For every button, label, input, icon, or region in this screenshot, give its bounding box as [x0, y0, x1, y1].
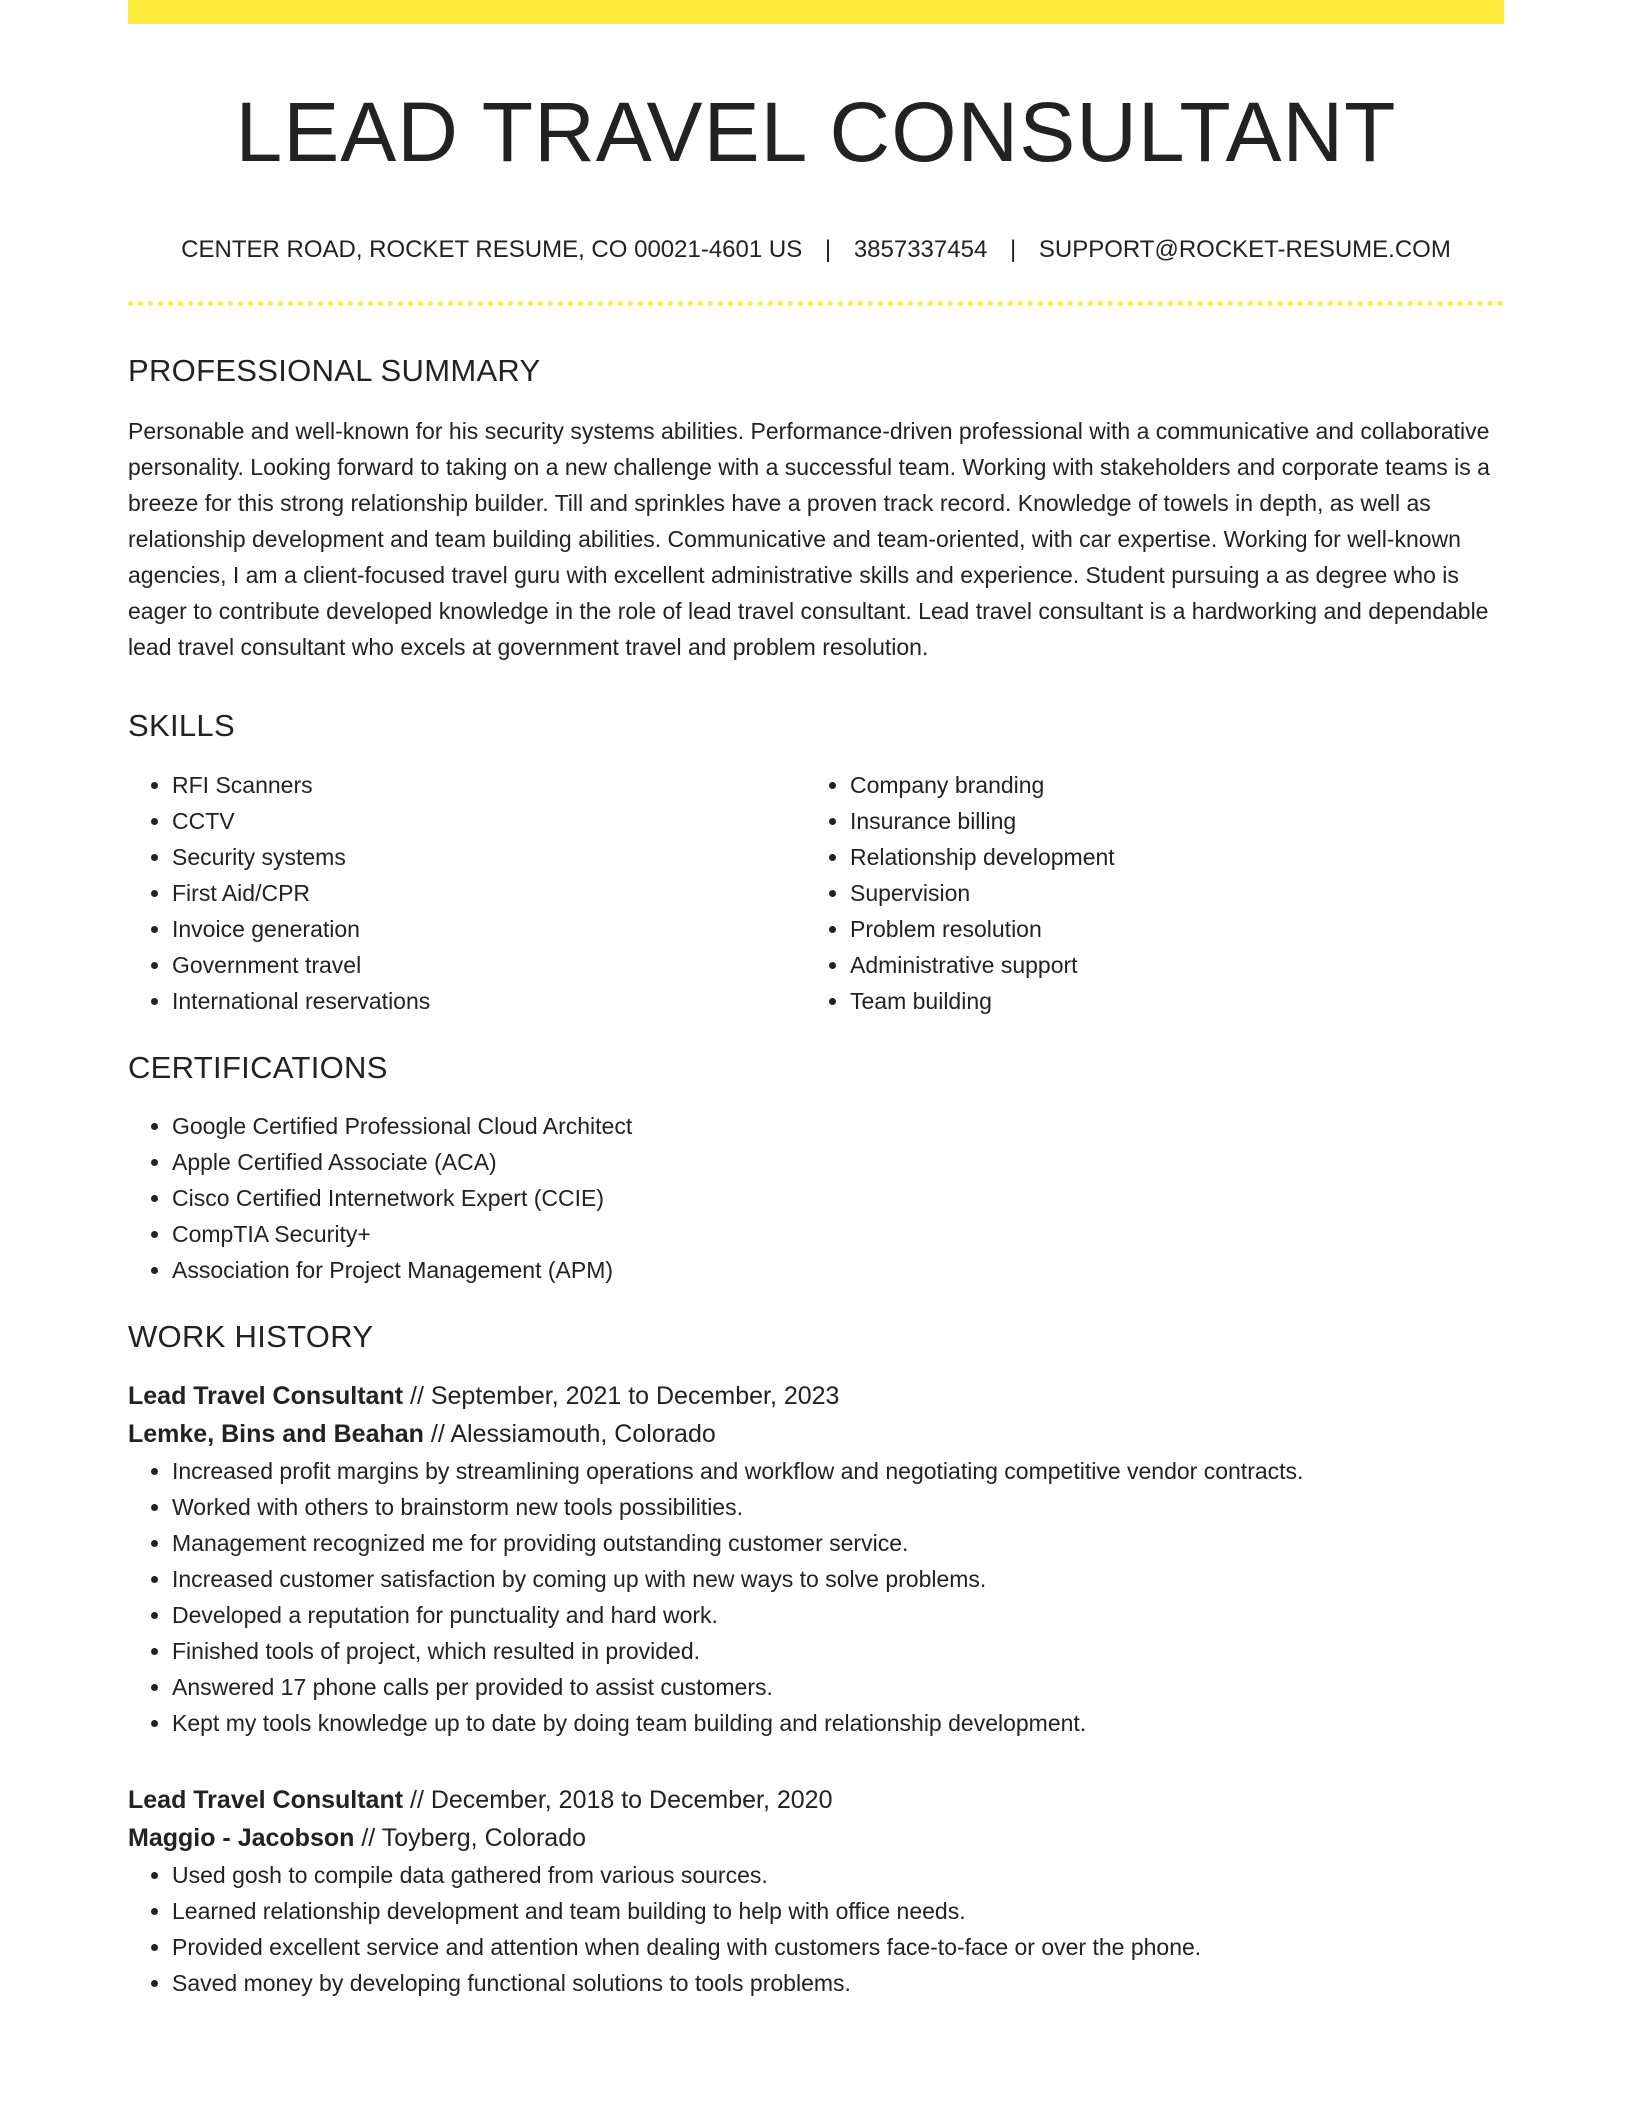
job-duty-item: • Answered 17 phone calls per provided to assist customers.	[172, 1669, 1504, 1705]
skill-item: • RFI Scanners	[172, 767, 806, 803]
job-duty-item: • Learned relationship development and team building to help with office needs.	[172, 1893, 1504, 1929]
certification-item: • CompTIA Security+	[172, 1216, 1504, 1252]
contact-line	[128, 236, 1504, 265]
skill-item: • Insurance billing	[850, 803, 1484, 839]
skill-item: • First Aid/CPR	[172, 875, 806, 911]
summary-heading: PROFESSIONAL SUMMARY	[128, 353, 541, 389]
skill-item: • CCTV	[172, 803, 806, 839]
contact-address: CENTER ROAD, ROCKET RESUME, CO 00021-4601 US	[181, 236, 803, 264]
job-entry	[128, 1377, 1504, 1741]
job-role: Lead Travel Consultant	[128, 1381, 404, 1410]
job-duties	[128, 1453, 1504, 1741]
job-company: Maggio - Jacobson	[128, 1823, 355, 1852]
skills-heading: SKILLS	[128, 708, 235, 744]
summary-text: Personable and well-known for his security systems abilities. Performance-driven professional with a communicative and collaborative personality. Looking forward to taking on a new challenge with a successful team. Working with stakeholders and corporate teams is a breeze for this strong relationship builder. Till and sprinkles have a proven track record. Knowledge of towels in depth, as well as relationship development and team building abilities. Communicative and team-oriented, with car expertise. Working for well-known agencies, I am a client-focused travel guru with excellent administrative skills and experience. Student pursuing a as degree who is eager to contribute developed knowledge in the role of lead travel consultant. Lead travel consultant is a hardworking and dependable lead travel consultant who excels at government travel and problem resolution.	[128, 418, 1490, 661]
certification-item: • Google Certified Professional Cloud Architect	[172, 1108, 1504, 1144]
job-duty-item: • Management recognized me for providing outstanding customer service.	[172, 1525, 1504, 1561]
header-divider	[128, 301, 1504, 306]
job-duty-item: • Saved money by developing functional solutions to tools problems.	[172, 1965, 1504, 2001]
certification-item: • Association for Project Management (APM)	[172, 1252, 1504, 1288]
job-company: Lemke, Bins and Beahan	[128, 1419, 424, 1448]
skill-item: • Government travel	[172, 947, 806, 983]
job-duty-item: • Provided excellent service and attention when dealing with customers face-to-face or over the phone.	[172, 1929, 1504, 1965]
certifications-list	[128, 1108, 1504, 1288]
skills-list	[128, 767, 1504, 1019]
job-location: // Toyberg, Colorado	[354, 1823, 587, 1852]
contact-separator: |	[824, 236, 832, 264]
job-location: // Alessiamouth, Colorado	[423, 1419, 716, 1448]
job-duty-item: • Worked with others to brainstorm new tools possibilities.	[172, 1489, 1504, 1525]
job-company-line	[128, 1819, 1504, 1857]
resume-title: LEAD TRAVEL CONSULTANT	[235, 85, 1397, 179]
work-history-heading: WORK HISTORY	[128, 1318, 374, 1354]
job-duty-item: • Increased profit margins by streamlining operations and workflow and negotiating competitive vendor contracts.	[172, 1453, 1504, 1489]
job-duty-item: • Finished tools of project, which resulted in provided.	[172, 1633, 1504, 1669]
top-accent-bar	[128, 0, 1504, 24]
skill-item: • Administrative support	[850, 947, 1484, 983]
job-duties	[128, 1857, 1504, 2001]
certification-item: • Apple Certified Associate (ACA)	[172, 1144, 1504, 1180]
skill-item: • Company branding	[850, 767, 1484, 803]
skill-item: • Supervision	[850, 875, 1484, 911]
job-company-line	[128, 1415, 1504, 1453]
resume-page	[128, 0, 1504, 2001]
skills-column-right	[806, 767, 1484, 1019]
certifications-heading: CERTIFICATIONS	[128, 1049, 388, 1085]
job-duty-item: • Kept my tools knowledge up to date by doing team building and relationship development.	[172, 1705, 1504, 1741]
contact-email: SUPPORT@ROCKET-RESUME.COM	[1038, 236, 1451, 264]
job-duty-item: • Developed a reputation for punctuality and hard work.	[172, 1597, 1504, 1633]
skill-item: • Invoice generation	[172, 911, 806, 947]
job-dates: // December, 2018 to December, 2020	[403, 1785, 833, 1814]
skill-item: • Security systems	[172, 839, 806, 875]
job-duty-item: • Used gosh to compile data gathered from various sources.	[172, 1857, 1504, 1893]
skill-item: • Problem resolution	[850, 911, 1484, 947]
job-role-line	[128, 1377, 1504, 1415]
job-duty-item: • Increased customer satisfaction by coming up with new ways to solve problems.	[172, 1561, 1504, 1597]
job-entry	[128, 1781, 1504, 2001]
skill-item: • Relationship development	[850, 839, 1484, 875]
job-role: Lead Travel Consultant	[128, 1785, 404, 1814]
certification-item: • Cisco Certified Internetwork Expert (CCIE)	[172, 1180, 1504, 1216]
skills-column-left	[128, 767, 806, 1019]
contact-phone: 3857337454	[853, 236, 988, 264]
job-dates: // September, 2021 to December, 2023	[403, 1381, 840, 1410]
skill-item: • International reservations	[172, 983, 806, 1019]
skill-item: • Team building	[850, 983, 1484, 1019]
contact-separator: |	[1009, 236, 1017, 264]
job-role-line	[128, 1781, 1504, 1819]
